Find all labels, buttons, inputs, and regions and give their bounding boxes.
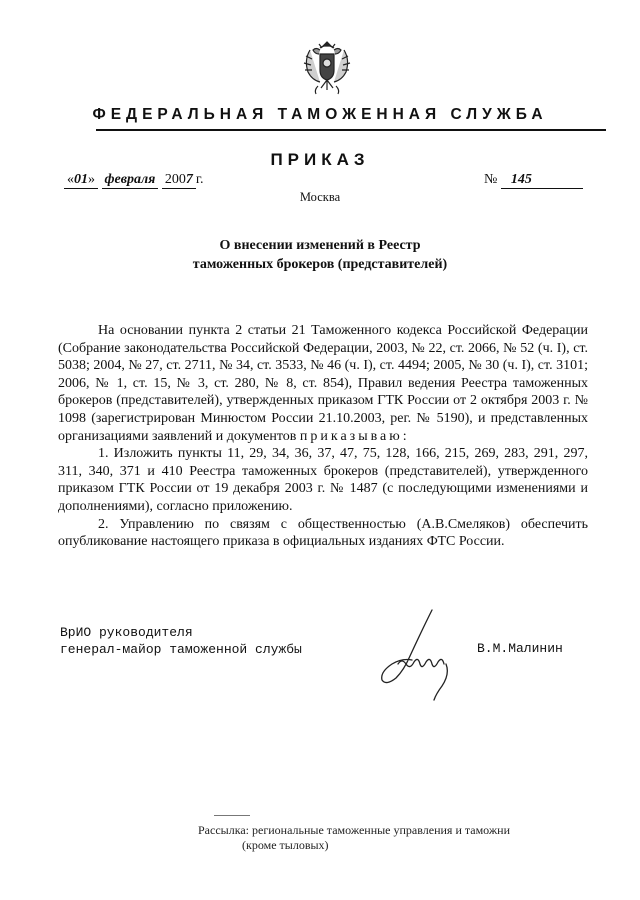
preamble-paragraph bbox=[58, 322, 588, 445]
header-divider bbox=[96, 129, 606, 131]
order-item-1: 1. Изложить пункты 11, 29, 34, 36, 37, 47, 75, 128, 166, 215, 269, 283, 291, 297, 311, 340, 371 и 410 Реестра таможенных брокеров (представителей), утвержденного приказом ГТК России от 19 декабря 2003 г. № 1487 (с последующими изменениями и дополнениями), согласно приложению. bbox=[58, 446, 588, 514]
position-line-2: генерал-майор таможенной службы bbox=[60, 642, 302, 657]
signatory-position bbox=[60, 624, 302, 658]
document-number bbox=[484, 172, 583, 189]
position-line-1: ВрИО руководителя bbox=[60, 625, 193, 640]
preamble-text: На основании пункта 2 статьи 21 Таможенного кодекса Российской Федерации (Собрание законодательства Российской Федерации, 2003, № 22, ст. 2066, № 52 (ч. I), ст. 5038; 2004, № 27, ст. 2711, № 34, ст. 3533, № 46 (ч. I), ст. 4494; 2005, № 30 (ч. I), ст. 3101; 2006, № 1, ст. 15, № 3, ст. 280, № 8, ст. 854), Правил ведения Реестра таможенных брокеров (представителей), утвержденных приказом ГТК России от 2 октября 2003 г. № 1098 (зарегистрирован Минюстом России 21.10.2003, рег. № 5190), и представленных организациями заявлений и документов bbox=[58, 323, 588, 444]
order-item-2: 2. Управлению по связям с общественностью (А.В.Смеляков) обеспечить опубликование настоящего приказа в официальных изданиях ФТС России. bbox=[58, 516, 588, 550]
subject-line-1: О внесении изменений в Реестр bbox=[219, 238, 421, 253]
handwritten-signature bbox=[374, 606, 464, 702]
distribution-line-1: Рассылка: региональные таможенные управления и таможни bbox=[198, 823, 511, 837]
document-type-title: ПРИКАЗ bbox=[270, 150, 370, 169]
number-label: № bbox=[484, 172, 498, 187]
date-year: 2007 bbox=[162, 172, 196, 189]
distribution-line-2: (кроме тыловых) bbox=[242, 838, 329, 852]
document-subject bbox=[0, 236, 640, 274]
number-value: 145 bbox=[501, 172, 583, 189]
document-body bbox=[58, 322, 588, 551]
separator-mark bbox=[214, 815, 250, 816]
subject-line-2: таможенных брокеров (представителей) bbox=[192, 257, 448, 272]
distribution-list bbox=[198, 823, 510, 853]
date-month: февраля bbox=[102, 172, 159, 189]
order-word: приказываю: bbox=[299, 428, 410, 444]
document-date bbox=[64, 172, 204, 189]
date-day: «01» bbox=[64, 172, 98, 189]
date-year-suffix: г. bbox=[195, 172, 204, 187]
agency-name: ФЕДЕРАЛЬНАЯ ТАМОЖЕННАЯ СЛУЖБА bbox=[92, 106, 548, 123]
russian-eagle-emblem-icon bbox=[298, 36, 356, 98]
signatory-name: В.М.Малинин bbox=[477, 641, 563, 656]
document-city: Москва bbox=[299, 190, 341, 204]
